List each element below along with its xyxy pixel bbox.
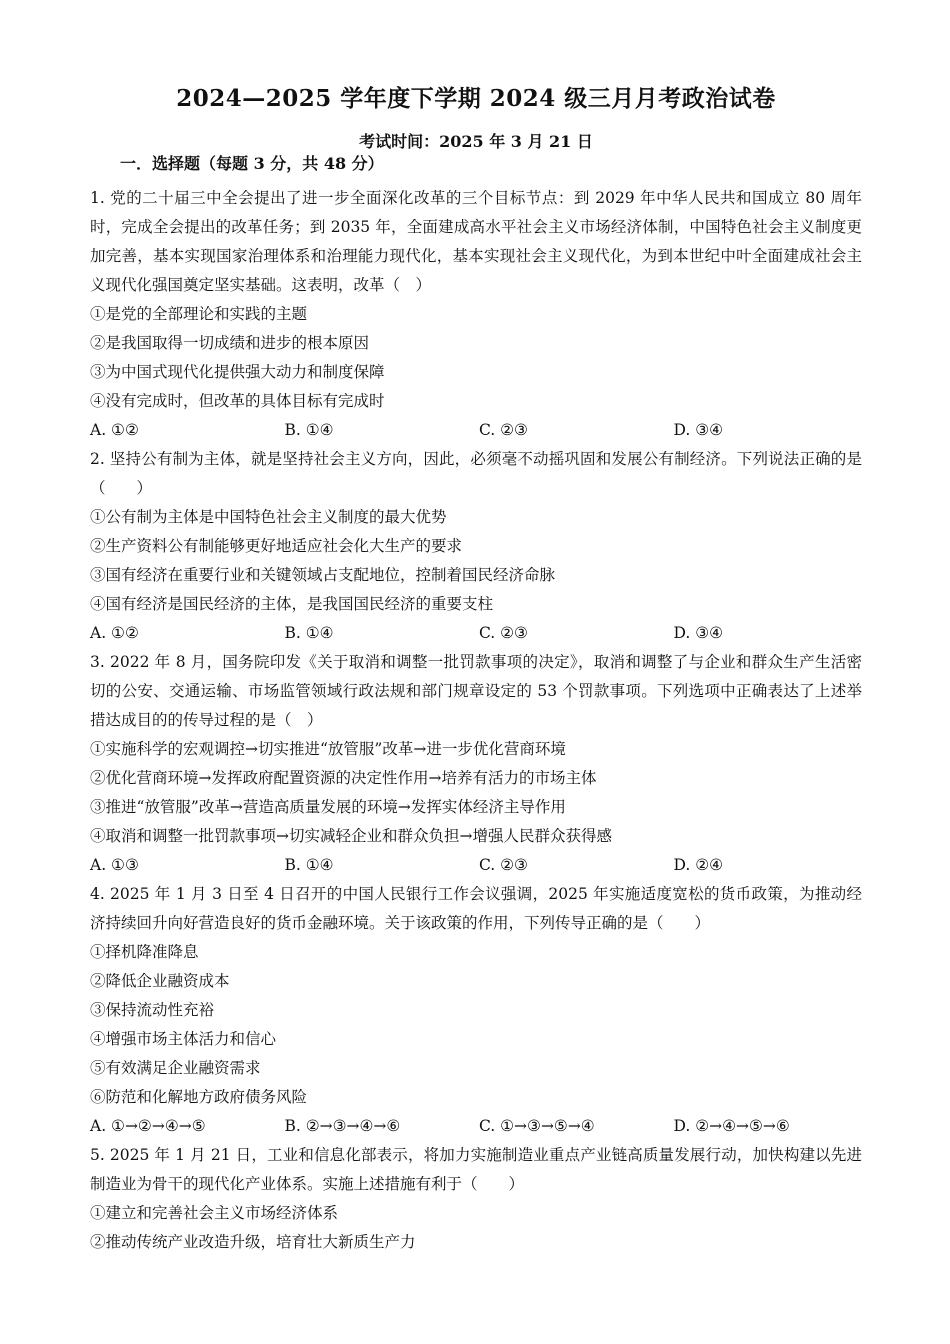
answer-choices <box>90 416 862 445</box>
choice-c: C. ②③ <box>479 421 528 439</box>
choice-d: D. ③④ <box>673 421 724 439</box>
choice-b: B. ①④ <box>284 624 334 642</box>
statement: ③推进“放管服”改革→营造高质量发展的环境→发挥实体经济主导作用 <box>90 798 566 816</box>
question-1 <box>90 184 862 445</box>
question-stem: 3. 2022 年 8 月，国务院印发《关于取消和调整一批罚款事项的决定》，取消和调整了与企业和群众生产生活密切的公安、交通运输、市场监管领域行政法规和部门规章设定的 53 个罚款事项。下列选项中正确表达了上述举措达成目的的传导过程的是（ ） <box>90 653 862 729</box>
statement: ②是我国取得一切成绩和进步的根本原因 <box>90 334 370 352</box>
statement: ②生产资料公有制能够更好地适应社会化大生产的要求 <box>90 537 463 555</box>
statement: ①实施科学的宏观调控→切实推进“放管服”改革→进一步优化营商环境 <box>90 740 566 758</box>
statement: ④增强市场主体活力和信心 <box>90 1030 277 1048</box>
statement: ②推动传统产业改造升级，培育壮大新质生产力 <box>90 1233 416 1251</box>
question-5 <box>90 1141 862 1257</box>
answer-choices <box>90 619 862 648</box>
statement: ①建立和完善社会主义市场经济体系 <box>90 1204 339 1222</box>
statement: ③为中国式现代化提供强大动力和制度保障 <box>90 363 385 381</box>
statement: ④国有经济是国民经济的主体，是我国国民经济的重要支柱 <box>90 595 494 613</box>
choice-c: C. ②③ <box>479 624 528 642</box>
choice-d: D. ②→④→⑤→⑥ <box>673 1117 790 1135</box>
choice-b: B. ①④ <box>284 856 334 874</box>
section-heading: 一．选择题（每题 3 分，共 48 分） <box>120 154 384 173</box>
statement: ①公有制为主体是中国特色社会主义制度的最大优势 <box>90 508 447 526</box>
question-stem: 1. 党的二十届三中全会提出了进一步全面深化改革的三个目标节点：到 2029 年中华人民共和国成立 80 周年时，完成全会提出的改革任务；到 2035 年，全面建成高水平社会主义市场经济体制，中国特色社会主义制度更加完善，基本实现国家治理体系和治理能力现代化，基本实现社会主义现代化，为到本世纪中叶全面建成社会主义现代化强国奠定坚实基础。这表明，改革（ ） <box>90 189 862 294</box>
answer-choices <box>90 851 862 880</box>
question-3 <box>90 648 862 880</box>
choice-d: D. ③④ <box>673 624 724 642</box>
choice-a: A. ①② <box>90 624 139 642</box>
question-stem: 5. 2025 年 1 月 21 日，工业和信息化部表示，将加力实施制造业重点产业链高质量发展行动，加快构建以先进制造业为骨干的现代化产业体系。实施上述措施有利于（ ） <box>90 1146 862 1193</box>
exam-title: 2024—2025 学年度下学期 2024 级三月月考政治试卷 <box>176 85 776 112</box>
exam-time: 考试时间：2025 年 3 月 21 日 <box>359 132 593 151</box>
statement: ⑥防范和化解地方政府债务风险 <box>90 1088 308 1106</box>
choice-a: A. ①→②→④→⑤ <box>90 1117 206 1135</box>
statement: ⑤有效满足企业融资需求 <box>90 1059 261 1077</box>
statement: ③国有经济在重要行业和关键领域占支配地位，控制着国民经济命脉 <box>90 566 556 584</box>
answer-choices <box>90 1112 862 1141</box>
question-stem: 4. 2025 年 1 月 3 日至 4 日召开的中国人民银行工作会议强调，2025 年实施适度宽松的货币政策，为推动经济持续回升向好营造良好的货币金融环境。关于该政策的作用，下列传导正确的是（ ） <box>90 885 862 932</box>
statement: ②优化营商环境→发挥政府配置资源的决定性作用→培养有活力的市场主体 <box>90 769 597 787</box>
question-stem: 2. 坚持公有制为主体，就是坚持社会主义方向，因此，必须毫不动摇巩固和发展公有制经济。下列说法正确的是（ ） <box>90 450 862 497</box>
choice-a: A. ①② <box>90 421 139 439</box>
statement: ④取消和调整一批罚款事项→切实减轻企业和群众负担→增强人民群众获得感 <box>90 827 612 845</box>
statement: ①是党的全部理论和实践的主题 <box>90 305 308 323</box>
statement: ④没有完成时，但改革的具体目标有完成时 <box>90 392 385 410</box>
choice-c: C. ②③ <box>479 856 528 874</box>
choice-b: B. ①④ <box>284 421 334 439</box>
choice-c: C. ①→③→⑤→④ <box>479 1117 595 1135</box>
choice-a: A. ①③ <box>90 856 139 874</box>
choice-b: B. ②→③→④→⑥ <box>284 1117 401 1135</box>
statement: ②降低企业融资成本 <box>90 972 230 990</box>
choice-d: D. ②④ <box>673 856 724 874</box>
question-4 <box>90 880 862 1141</box>
statement: ③保持流动性充裕 <box>90 1001 215 1019</box>
question-2 <box>90 445 862 648</box>
statement: ①择机降准降息 <box>90 943 199 961</box>
